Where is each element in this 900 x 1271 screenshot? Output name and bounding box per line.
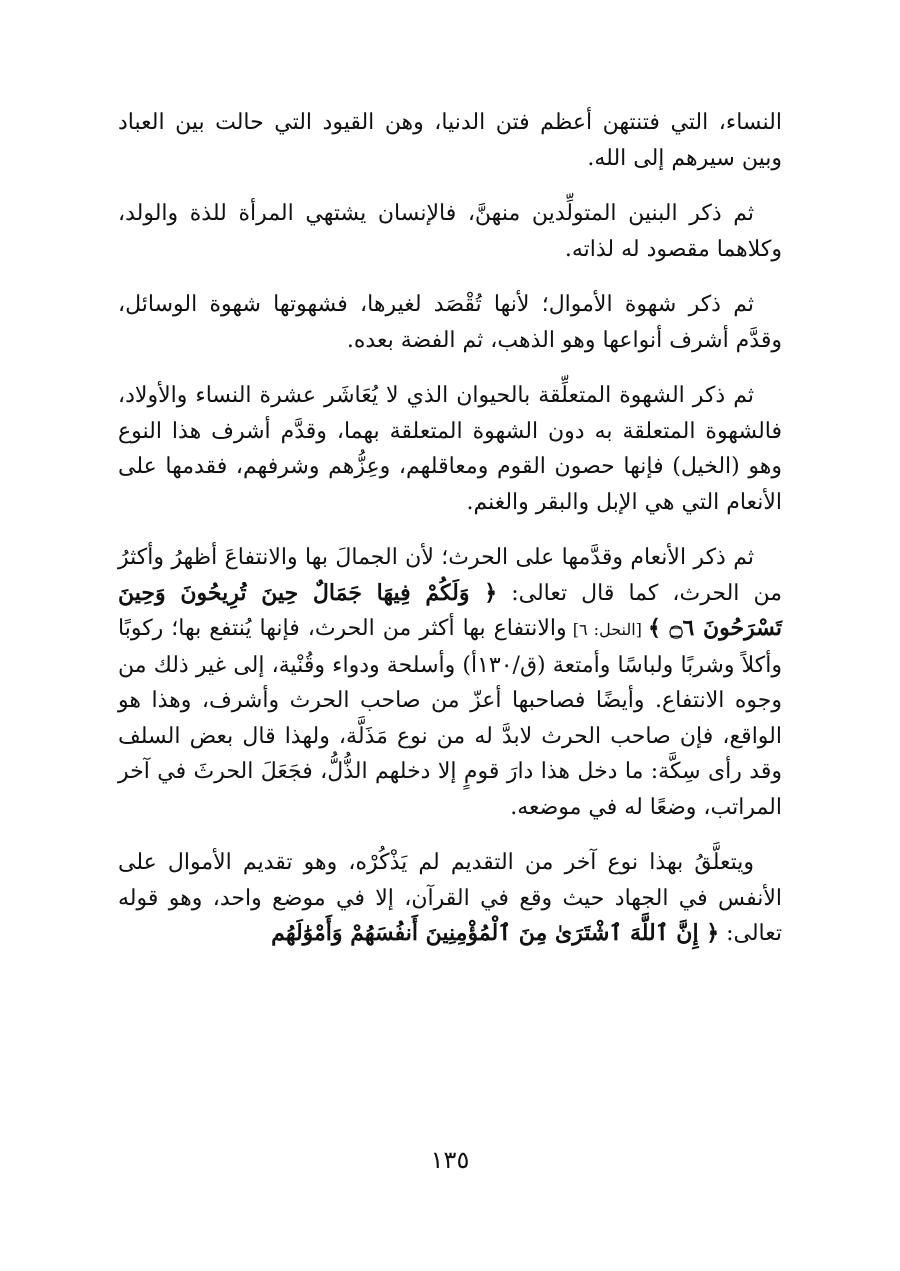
- quran-verse: ﴿ وَلَكُمْ فِيهَا جَمَالٌ حِينَ تُرِيحُونَ وَحِينَ تَسْرَحُونَ ۝٦ ﴾: [118, 579, 783, 641]
- paragraph-3: [118, 287, 782, 358]
- paragraph-5: [118, 540, 782, 825]
- quran-verse: ﴿ إِنَّ ٱللَّهَ ٱشْتَرَىٰ مِنَ ٱلْمُؤْمِنِينَ أَنفُسَهُمْ وَأَمْوَٰلَهُم: [271, 920, 720, 946]
- paragraph-text: ثم ذكر شهوة الأموال؛ لأنها تُقْصَد لغيرها، فشهوتها شهوة الوسائل، وقدَّم أشرف أنواعها وهو الذهب، ثم الفضة بعده.: [118, 292, 782, 353]
- paragraph-text: النساء، التي فتنتهن أعظم فتن الدنيا، وهن القيود التي حالت بين العباد وبين سيرهم إلى الله.: [118, 110, 782, 171]
- paragraph-1: [118, 105, 782, 176]
- paragraph-6: [118, 845, 782, 952]
- page-body: [118, 105, 782, 972]
- verse-reference: [النحل: ٦]: [566, 620, 649, 639]
- paragraph-text: والانتفاع بها أكثر من الحرث، فإنها يُنتفع بها؛ ركوبًا وأكلاً وشربًا ولباسًا وأمتعة (ق/١٣٠أ) وأسلحة ودواء وقُنْية، إلى غير ذلك من وجوه الانتفاع. وأيضًا فصاحبها أعزّ من صاحب الحرث وأشرف، وهذا هو الواقع، فإن صاحب الحرث لابدَّ له من نوع مَذَلَّة، ولهذا قال بعض السلف وقد رأى سِكَّة: ما دخل هذا دارَ قومٍ إلا دخلهم الذُّلُّ، فجَعَلَ الحرثَ في آخر المراتب، وضعًا له في موضعه.: [118, 616, 782, 820]
- paragraph-2: [118, 196, 782, 267]
- paragraph-4: [118, 378, 782, 520]
- paragraph-text: ويتعلَّقُ بهذا نوع آخر من التقديم لم يَذْكُرْه، وهو تقديم الأموال على الأنفس في الجهاد حيث وقع في القرآن، إلا في موضع واحد، وهو قوله تعالى:: [118, 850, 782, 946]
- paragraph-text: ثم ذكر البنين المتولِّدين منهنَّ، فالإنسان يشتهي المرأة للذة والولد، وكلاهما مقصود له لذاته.: [118, 201, 782, 262]
- paragraph-text: ثم ذكر الأنعام وقدَّمها على الحرث؛ لأن الجمالَ بها والانتفاعَ أظهرُ وأكثرُ من الحرث، كما قال تعالى:: [118, 545, 782, 606]
- page-number: ١٣٥: [430, 1146, 470, 1174]
- paragraph-text: ثم ذكر الشهوة المتعلِّقة بالحيوان الذي لا يُعَاشَر عشرة النساء والأولاد، فالشهوة المتعلقة به دون الشهوة المتعلقة بهما، وقدَّم أشرف هذا النوع وهو (الخيل) فإنها حصون القوم ومعاقلهم، وعِزُّهم وشرفهم، فقدمها على الأنعام التي هي الإبل والبقر والغنم.: [118, 383, 782, 515]
